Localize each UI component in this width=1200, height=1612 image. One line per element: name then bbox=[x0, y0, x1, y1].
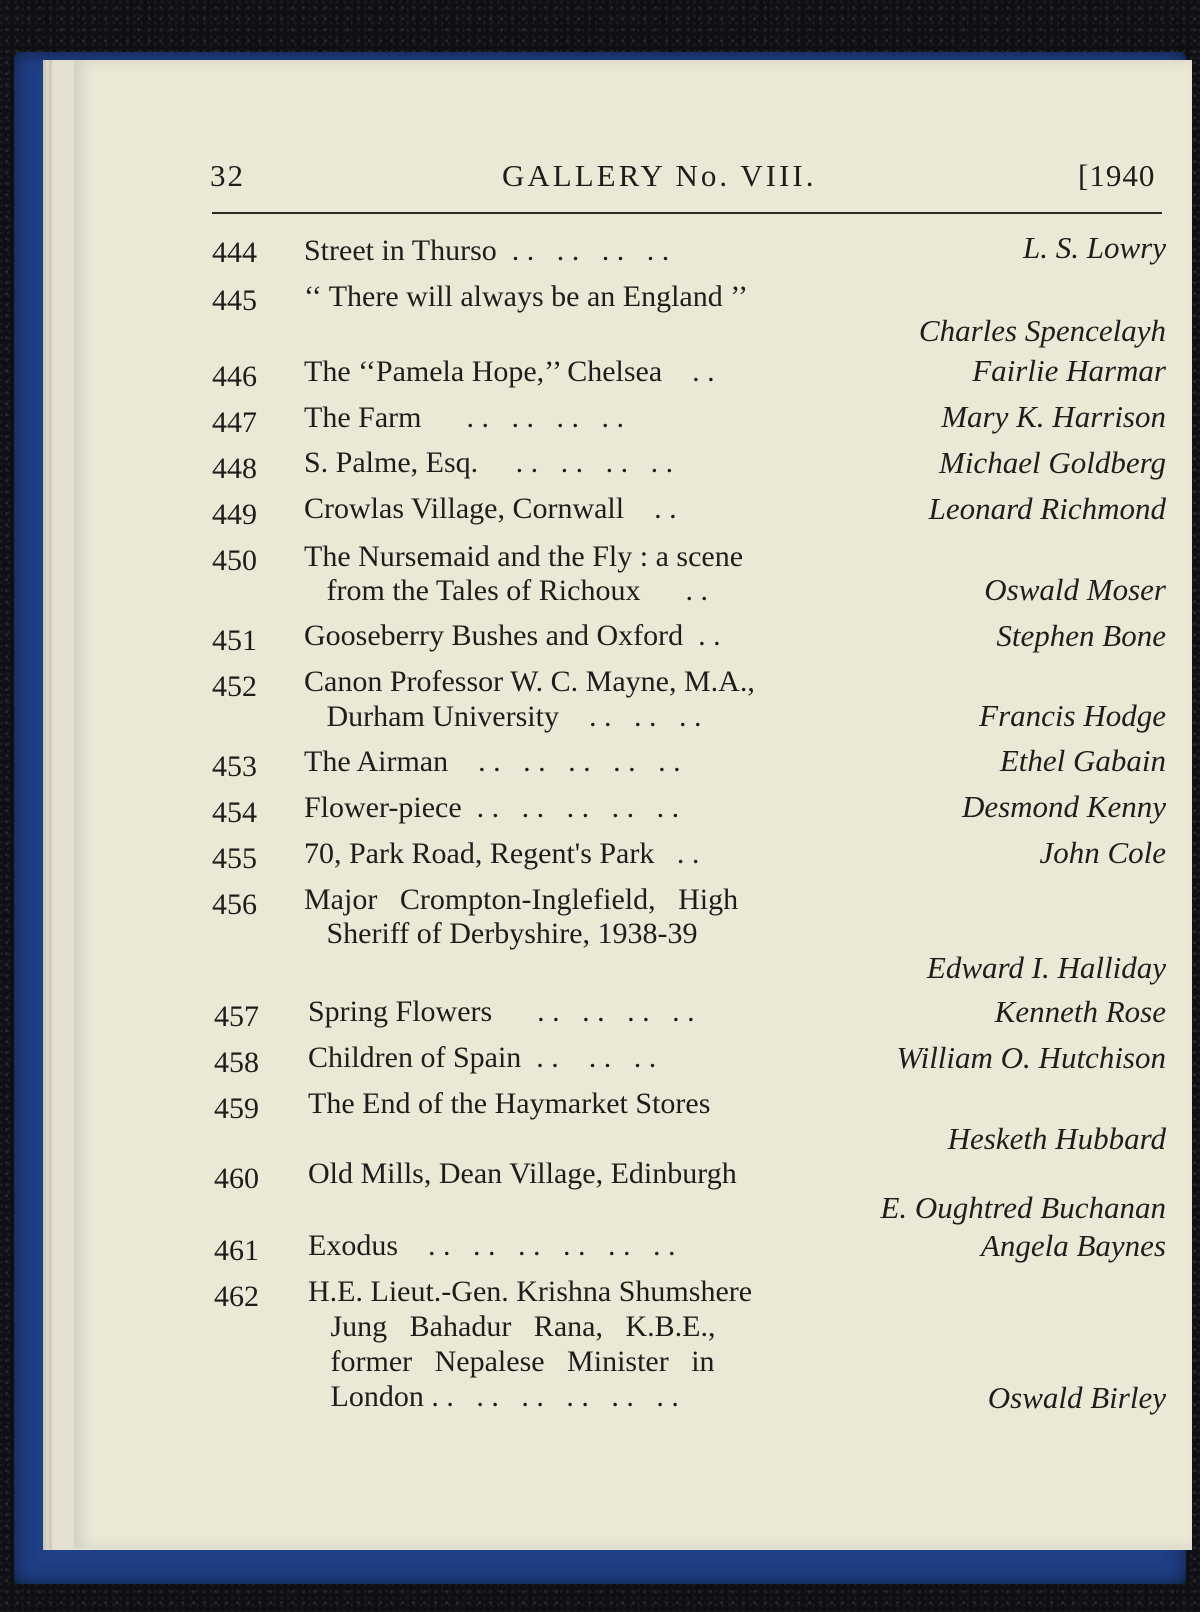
artwork-title: Crowlas Village, Cornwall . . bbox=[304, 492, 677, 525]
catalogue-number: 461 bbox=[214, 1234, 259, 1267]
artwork-title-continued: Jung Bahadur Rana, K.B.E., bbox=[308, 1310, 716, 1343]
artwork-title-continued: from the Tales of Richoux . . bbox=[304, 574, 708, 607]
catalogue-number: 455 bbox=[212, 842, 257, 875]
artwork-title: Old Mills, Dean Village, Edinburgh bbox=[308, 1157, 737, 1190]
artist-name: Angela Baynes bbox=[980, 1228, 1166, 1263]
artist-name: Fairlie Harmar bbox=[972, 353, 1166, 388]
artwork-title: Gooseberry Bushes and Oxford . . bbox=[304, 619, 721, 652]
artwork-title: H.E. Lieut.-Gen. Krishna Shumshere bbox=[308, 1275, 753, 1308]
artist-name: Francis Hodge bbox=[979, 698, 1166, 733]
catalogue-number: 444 bbox=[212, 236, 257, 269]
catalogue-number: 458 bbox=[214, 1046, 259, 1079]
artwork-title: The Farm . . . . . . . . bbox=[304, 401, 624, 434]
catalogue-number: 462 bbox=[214, 1280, 259, 1313]
artist-name: Desmond Kenny bbox=[961, 789, 1166, 824]
catalogue-number: 453 bbox=[212, 750, 257, 783]
artist-name: Mary K. Harrison bbox=[941, 399, 1166, 434]
catalogue-number: 454 bbox=[212, 796, 257, 829]
artwork-title: Flower-piece . . . . . . . . . . bbox=[304, 791, 680, 824]
artwork-title: Children of Spain . . . . . . bbox=[308, 1041, 657, 1074]
header-rule bbox=[212, 212, 1162, 214]
catalogue-number: 459 bbox=[214, 1092, 259, 1125]
artist-name: William O. Hutchison bbox=[896, 1040, 1166, 1075]
artwork-title: The End of the Haymarket Stores bbox=[308, 1087, 711, 1120]
artist-name: Stephen Bone bbox=[996, 618, 1166, 653]
catalogue-number: 450 bbox=[212, 544, 257, 577]
artwork-title: Street in Thurso . . . . . . . . bbox=[304, 234, 670, 267]
catalogue-number: 460 bbox=[214, 1162, 259, 1195]
artist-name: Edward I. Halliday bbox=[926, 950, 1166, 985]
page-year: [1940 bbox=[1078, 158, 1156, 193]
catalogue-number: 445 bbox=[212, 284, 257, 317]
page-number: 32 bbox=[210, 158, 245, 193]
artwork-title-continued: London . . . . . . . . . . . . bbox=[308, 1380, 679, 1413]
artist-name: Kenneth Rose bbox=[994, 994, 1166, 1029]
page-title: GALLERY No. VIII. bbox=[502, 158, 817, 193]
artwork-title: Exodus . . . . . . . . . . . . bbox=[308, 1229, 676, 1262]
artist-name: Ethel Gabain bbox=[999, 743, 1166, 778]
artwork-title-continued: Durham University . . . . . . bbox=[304, 700, 702, 733]
artwork-title: The Nursemaid and the Fly : a scene bbox=[304, 540, 744, 573]
catalogue-number: 452 bbox=[212, 670, 257, 703]
catalogue-number: 448 bbox=[212, 452, 257, 485]
artwork-title-continued: former Nepalese Minister in bbox=[308, 1345, 715, 1378]
catalogue-number: 447 bbox=[212, 406, 257, 439]
artwork-title: ‘‘ There will always be an England ’’ bbox=[304, 280, 748, 313]
artwork-title-continued: Sheriff of Derbyshire, 1938-39 bbox=[304, 917, 698, 950]
catalogue-number: 446 bbox=[212, 360, 257, 393]
artist-name: E. Oughtred Buchanan bbox=[880, 1190, 1166, 1225]
catalogue-number: 449 bbox=[212, 498, 257, 531]
artist-name: John Cole bbox=[1039, 835, 1166, 870]
artist-name: L. S. Lowry bbox=[1023, 230, 1166, 265]
artist-name: Oswald Birley bbox=[987, 1380, 1166, 1415]
artwork-title: Major Crompton-Inglefield, High bbox=[304, 883, 739, 916]
artwork-title: The ‘‘Pamela Hope,’’ Chelsea . . bbox=[304, 355, 715, 388]
catalogue-number: 456 bbox=[212, 888, 257, 921]
artist-name: Hesketh Hubbard bbox=[947, 1121, 1166, 1156]
artist-name: Michael Goldberg bbox=[939, 445, 1166, 480]
artwork-title: S. Palme, Esq. . . . . . . . . bbox=[304, 446, 674, 479]
artwork-title: Spring Flowers . . . . . . . . bbox=[308, 995, 695, 1028]
catalogue-number: 457 bbox=[214, 1000, 259, 1033]
artist-name: Oswald Moser bbox=[984, 572, 1166, 607]
artist-name: Charles Spencelayh bbox=[918, 313, 1166, 348]
artist-name: Leonard Richmond bbox=[928, 491, 1166, 526]
catalogue-number: 451 bbox=[212, 624, 257, 657]
artwork-title: 70, Park Road, Regent's Park . . bbox=[304, 837, 700, 870]
artwork-title: Canon Professor W. C. Mayne, M.A., bbox=[304, 665, 755, 698]
artwork-title: The Airman . . . . . . . . . . bbox=[304, 745, 681, 778]
